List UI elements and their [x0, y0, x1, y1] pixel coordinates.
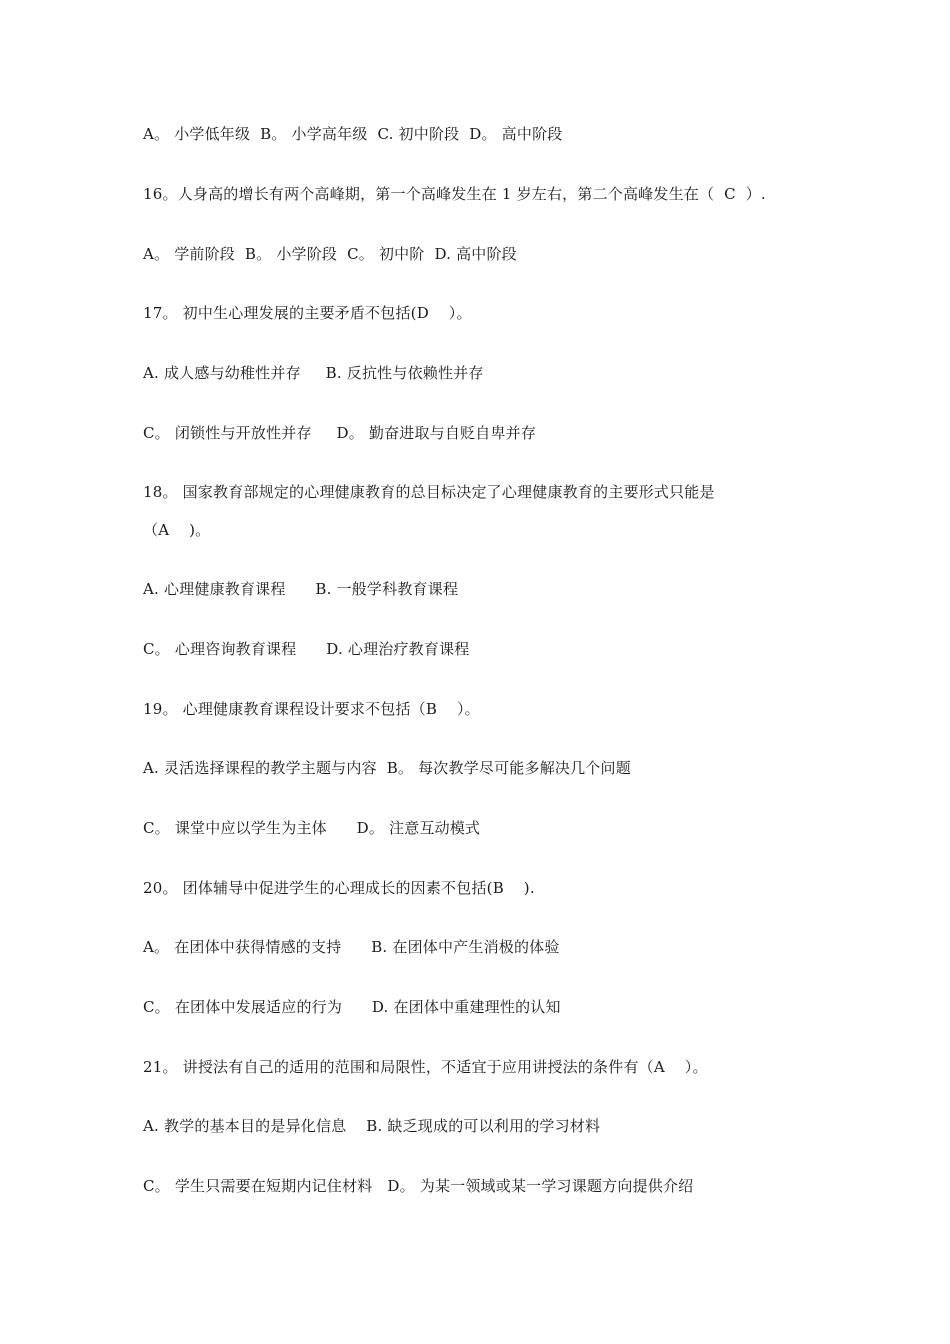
text-line: A。 在团体中获得情感的支持 B. 在团体中产生消极的体验 — [143, 938, 560, 956]
text-line: 16。人身高的增长有两个高峰期，第一个高峰发生在 1 岁左右，第二个高峰发生在（ C ）. — [143, 185, 766, 203]
text-line: 21。 讲授法有自己的适用的范围和局限性，不适宜于应用讲授法的条件有（A ）。 — [143, 1058, 708, 1076]
text-line: C。 课堂中应以学生为主体 D。 注意互动模式 — [143, 819, 481, 837]
text-line: C。 心理咨询教育课程 D. 心理治疗教育课程 — [143, 640, 470, 658]
text-line: （A )。 — [143, 521, 211, 539]
text-line: C。 在团体中发展适应的行为 D. 在团体中重建理性的认知 — [143, 998, 561, 1016]
text-line: A. 成人感与幼稚性并存 B. 反抗性与依赖性并存 — [143, 364, 484, 382]
text-line: A. 心理健康教育课程 B. 一般学科教育课程 — [143, 580, 459, 598]
text-line: A。 学前阶段 B。 小学阶段 C。 初中阶 D. 高中阶段 — [143, 245, 517, 263]
text-line: C。 学生只需要在短期内记住材料 D。 为某一领域或某一学习课题方向提供介绍 — [143, 1177, 694, 1195]
text-line: 19。 心理健康教育课程设计要求不包括（B ）。 — [143, 700, 480, 718]
text-line: A. 教学的基本目的是异化信息 B. 缺乏现成的可以利用的学习材料 — [143, 1117, 601, 1135]
text-line: C。 闭锁性与开放性并存 D。 勤奋进取与自贬自卑并存 — [143, 424, 537, 442]
text-line: A。 小学低年级 B。 小学高年级 C. 初中阶段 D。 高中阶段 — [143, 125, 563, 143]
text-line: 17。 初中生心理发展的主要矛盾不包括(D ）。 — [143, 304, 472, 322]
text-line: 20。 团体辅导中促进学生的心理成长的因素不包括(B ). — [143, 879, 535, 897]
text-line: A. 灵活选择课程的教学主题与内容 B。 每次教学尽可能多解决几个问题 — [143, 759, 631, 777]
text-line: 18。 国家教育部规定的心理健康教育的总目标决定了心理健康教育的主要形式只能是 — [143, 483, 715, 501]
